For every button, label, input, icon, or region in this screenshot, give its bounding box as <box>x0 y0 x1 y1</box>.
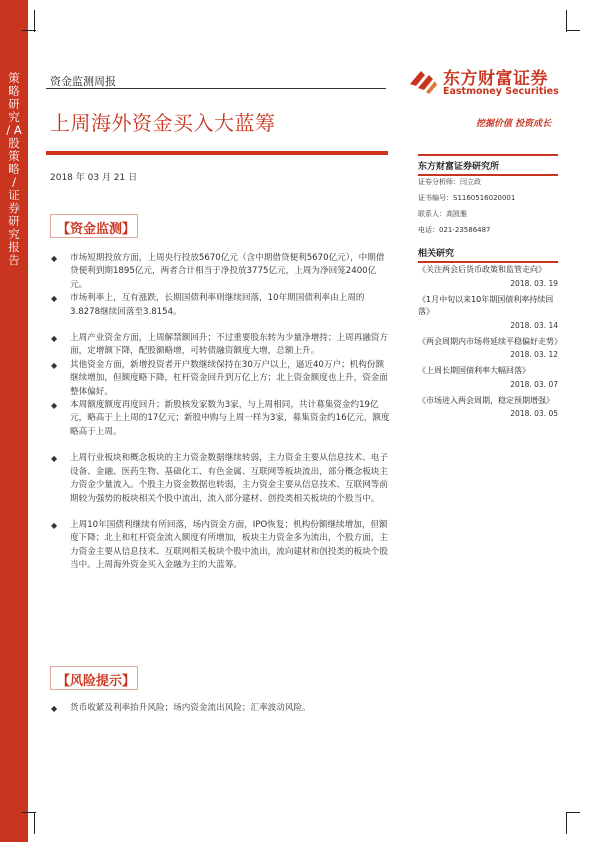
sidebar-band <box>0 0 28 842</box>
crop-mark <box>566 30 580 31</box>
related-item-title[interactable]: 《两会周期内市场将延续平稳偏好走势》 <box>418 336 562 346</box>
page-title: 上周海外资金买入大蓝筹 <box>50 111 276 135</box>
diamond-bullet-icon: ◆ <box>51 454 58 464</box>
diamond-bullet-icon: ◆ <box>51 360 58 370</box>
contact-phone: 电话：021-23586487 <box>418 226 491 234</box>
sidebar-category-label: 策略研究 / A股策略 / 证券研究报告 <box>6 71 22 267</box>
related-item-title[interactable]: 《市场进入两会周期，稳定预期增强》 <box>418 395 554 405</box>
bullet-item <box>50 519 390 573</box>
bullet-text: 其他资金方面，新增投资者开户数继续保持在30万户以上，逼近40万户；机构份额继续增加，但额度略下降，杠杆资金回升到万亿上方；北上资金额度也上升，资金面整体偏好。 <box>70 359 388 397</box>
bullet-item <box>50 292 390 319</box>
bullet-text: 上周产业资金方面，上周解禁额回升；不过重要股东转为少量净增持；上周再融资方面，定增额下降，配股额略增，可转债融资额度大增，总额上升。 <box>70 333 388 357</box>
crop-mark <box>22 30 36 31</box>
bullet-text: 市场短期投放方面，上周央行投放5670亿元（含中期借贷便利5670亿元），中期借贷便利到期1895亿元，两者合计相当于净投放3775亿元，上周为净回笼2400亿元。 <box>70 253 385 290</box>
analyst-name: 证券分析师：闫立政 <box>418 178 481 186</box>
report-type: 资金监测周报 <box>50 75 116 88</box>
report-date: 2018 年 03 月 21 日 <box>50 173 138 183</box>
section-heading-label: 【资金监测】 <box>57 222 136 237</box>
related-item[interactable] <box>418 294 558 333</box>
bullet-item <box>50 332 390 359</box>
fund-monitoring-bullets <box>50 252 390 573</box>
brand-name-cn: 东方财富证券 <box>443 69 548 89</box>
related-item[interactable] <box>418 365 558 392</box>
bullet-item <box>50 399 390 439</box>
bullet-text: 上周行业板块和概念板块的主力资金数据继续转弱，主力资金主要从信息技术、电子设备、金融、医药生物、基础化工、有色金属、互联网等板块流出，部分概念板块主力资金少量流入。个股主力资金数据也转弱，主力资金主要从信息技术、互联网等前期较为强势的板块相关个股中流出，流入部分建材、创投类相关板块的个股当中。 <box>70 453 388 504</box>
crop-mark <box>34 812 35 834</box>
analyst-certificate: 证书编号：S1160516020001 <box>418 194 516 202</box>
bullet-item <box>50 359 390 399</box>
bullet-text: 货币收紧及利率抬升风险；场内资金流出风险；汇率波动风险。 <box>70 703 311 713</box>
related-item[interactable] <box>418 395 558 422</box>
brand-mark-icon <box>407 66 439 98</box>
diamond-bullet-icon: ◆ <box>51 254 58 263</box>
bullet-group <box>50 332 390 439</box>
diamond-bullet-icon: ◆ <box>51 294 58 304</box>
related-item-date: 2018. 03. 07 <box>510 379 558 389</box>
header-divider <box>46 88 386 89</box>
bullet-item <box>50 702 390 715</box>
bullet-group <box>50 519 390 573</box>
related-item[interactable] <box>418 264 558 291</box>
institute-header: 东方财富证券研究所 <box>418 154 558 176</box>
crop-mark <box>566 10 567 32</box>
diamond-bullet-icon: ◆ <box>51 704 58 713</box>
bullet-item <box>50 252 390 292</box>
bullet-text: 本周额度额度再度回升；新股核发家数为3家，与上周相同，共计募集资金约19亿元，略高于上上周的17亿元；新股申购与上周一样为3家，募集资金约16亿元，额度略高于上周。 <box>70 400 390 437</box>
brand-name-en: Eastmoney Securities <box>443 86 559 97</box>
analyst-info <box>418 174 558 238</box>
brand-logo <box>407 64 557 104</box>
crop-mark <box>566 812 580 813</box>
related-item-date: 2018. 03. 12 <box>510 350 558 359</box>
bullet-text: 上周10年国债利继续有所回落，场内资金方面，IPO恢复；机构份额继续增加，但额度下降；北上和杠杆资金流入额度有所增加，板块主力资金多为流出，个股方面，主力资金主要从信息技术、互联网相关板块个股中流出，流向建材和创投类的板块个股当中。上周海外资金买入金融为主的大蓝筹。 <box>70 519 388 571</box>
diamond-bullet-icon: ◆ <box>51 334 58 344</box>
section-heading-fund-monitoring <box>50 214 138 238</box>
related-item[interactable] <box>418 336 562 363</box>
related-research-header: 相关研究 <box>418 246 558 263</box>
diamond-bullet-icon: ◆ <box>51 401 58 411</box>
diamond-bullet-icon: ◆ <box>51 520 58 530</box>
related-item-title[interactable]: 《1月中旬以来10年期国债利率持续回落》 <box>418 294 554 316</box>
bullet-group <box>50 252 390 319</box>
related-research-list <box>418 264 562 424</box>
crop-mark <box>34 10 35 32</box>
related-item-date: 2018. 03. 05 <box>510 409 558 418</box>
related-item-date: 2018. 03. 14 <box>510 320 558 330</box>
related-item-title[interactable]: 《关注两会后货币政策和监管走向》 <box>418 265 546 274</box>
contact-person: 联系人：高凯雅 <box>418 210 467 218</box>
bullet-text: 市场利率上，互有涨跌，长期国债利率则继续回落，10年期国债利率由上周的3.8278继续回落至3.8154。 <box>70 293 365 317</box>
bullet-group <box>50 452 390 506</box>
section-heading-risk-warning <box>50 666 138 690</box>
brand-slogan: 挖掘价值 投资成长 <box>476 119 552 129</box>
crop-mark <box>22 812 36 813</box>
crop-mark <box>566 812 567 834</box>
section-heading-label: 【风险提示】 <box>57 674 136 689</box>
related-item-date: 2018. 03. 19 <box>510 278 558 288</box>
bullet-item <box>50 452 390 506</box>
related-item-title[interactable]: 《上周长期国债利率大幅回落》 <box>418 366 530 375</box>
risk-warning-bullets <box>50 702 390 715</box>
title-divider <box>46 151 388 155</box>
